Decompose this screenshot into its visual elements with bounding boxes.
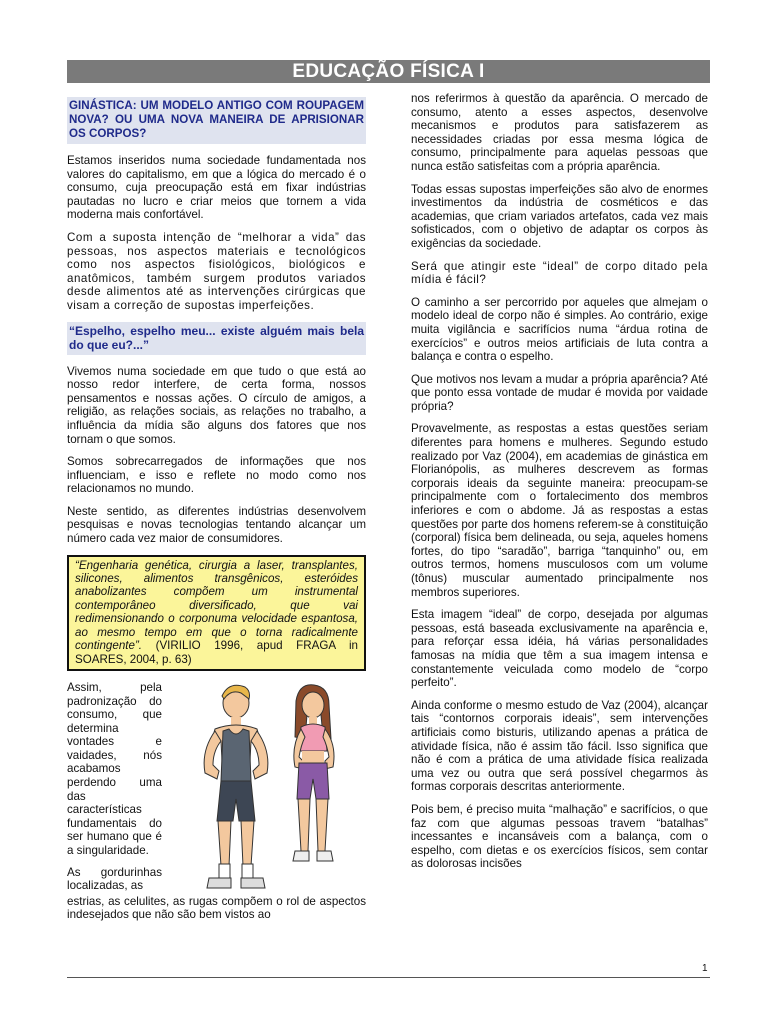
narrow-text: [67, 681, 162, 893]
quote-citation: (VIRILIO 1996, apud FRAGA in SOARES, 2004, p. 63): [75, 639, 358, 666]
paragraph: Esta imagem “ideal” de corpo, desejada por algumas pessoas, está baseada exclusivamente na aparência e, para reforçar essa idéia, há várias personalidades famosas na mídia que têm a sua imagem intensa e constantemente veiculada como modelo de “corpo perfeito”.: [411, 608, 708, 690]
paragraph: As gordurinhas localizadas, as: [67, 865, 162, 893]
figure-wrap: [67, 681, 366, 893]
athletes-illustration: [171, 681, 366, 911]
paragraph: nos referirmos à questão da aparência. O mercado de consumo, atento a esses aspectos, desenvolve mecanismos e produtos para satisfazerem as necessidades criadas por essa mesma lógica de consumo, principalmente para aquelas pessoas que nunca estão satisfeitas com a própria aparência.: [411, 92, 708, 173]
page-number: 1: [702, 963, 708, 974]
quote-text: “Engenharia genética, cirurgia a laser, transplantes, silicones, alimentos transgênicos, esteróides anabolizantes compõem um instrumental contemporâneo diversificado, que vai redimensionando o corponuma velocidade espantosa, ao mesmo tempo em que o torna radicalmente contingente”.: [75, 558, 358, 653]
quote-box: [67, 555, 366, 671]
footer-divider: [67, 977, 710, 978]
page-title: EDUCAÇÃO FÍSICA I: [67, 60, 710, 83]
paragraph: Neste sentido, as diferentes indústrias desenvolvem pesquisas e novas tecnologias tentando alcançar um número cada vez maior de consumidores.: [67, 504, 366, 546]
section-heading: GINÁSTICA: UM MODELO ANTIGO COM ROUPAGEM NOVA? OU UMA NOVA MANEIRA DE APRISIONAR OS CORPOS?: [67, 97, 366, 144]
paragraph: Provavelmente, as respostas a estas questões seriam diferentes para homens e mulheres. Segundo estudo realizado por Vaz (2004), em academias de ginástica em Florianópolis, as mulheres descrevem as formas corporais ideais da seguinte maneira: preocupam-se principalmente com o fortalecimento dos membros inferiores e com o abdome. Já as respostas a estas questões por parte dos homens referem-se à constituição (corporal) física bem delineada, ou seja, aqueles homens fortes, do tipo “saradão”, barriga “tanquinho” ou, em outros termos, homens musculosos com um volume (tônus) muscular aumentado principalmente nos membros superiores.: [411, 422, 708, 599]
paragraph: Com a suposta intenção de “melhorar a vida” das pessoas, nos aspectos materiais e tecnológicos como nos aspectos fisiológicos, biológicos e anatômicos, também surgem produtos variados desde alimentos até as intervenções cirúrgicas que visam a correção de supostas imperfeições.: [67, 230, 366, 312]
right-column: [411, 92, 708, 880]
subheading: “Espelho, espelho meu... existe alguém mais bela do que eu?...”: [67, 322, 366, 355]
paragraph: Será que atingir este “ideal” de corpo ditado pela mídia é fácil?: [411, 259, 708, 287]
man-figure: [204, 685, 268, 888]
paragraph: O caminho a ser percorrido por aqueles que almejam o modelo ideal de corpo não é simples. Ao contrário, exige muita vigilância e sacrifícios numa “árdua rotina de exercícios” e outros meios artificiais de luta contra a balança e contra o espelho.: [411, 295, 708, 364]
paragraph: Pois bem, é preciso muita “malhação” e sacrifícios, o que faz com que algumas pessoas travem “batalhas” incessantes e incansáveis com a balança, com o espelho, com dietas e os exercícios físicos, sem contar as dolorosas incisões: [411, 802, 708, 871]
paragraph: estrias, as celulites, as rugas compõem o rol de aspectos indesejados que não são bem vistos ao: [67, 894, 366, 922]
paragraph: Ainda conforme o mesmo estudo de Vaz (2004), alcançar tais “contornos corporais ideais”, sem intervenções artificiais como bisturis, utilizando apenas a prática de atividade física, não é assim tão fácil. Isso significa que não é com a prática de uma atividade física realizada uma vez ou outra que será possível chegarmos às formas corporais descritas anteriormente.: [411, 698, 708, 794]
woman-figure: [293, 685, 334, 861]
paragraph: Somos sobrecarregados de informações que nos influenciam, e isso e reflete no modo como nos relacionamos no mundo.: [67, 455, 366, 496]
paragraph: Vivemos numa sociedade em que tudo o que está ao nosso redor interfere, de certa forma, nossos pensamentos e nossas ações. O círculo de amigos, a religião, as relações sociais, as relações no trabalho, a influência da mídia são alguns dos fatores que nos tornam o que somos.: [67, 364, 366, 446]
paragraph: Estamos inseridos numa sociedade fundamentada nos valores do capitalismo, em que a lógica do mercado é o consumo, cuja preocupação está em fixar indústrias pautadas no lucro e criar meios que tornem a vida moderna mais confortável.: [67, 154, 366, 222]
paragraph: Que motivos nos levam a mudar a própria aparência? Até que ponto essa vontade de mudar é movida por vaidade própria?: [411, 372, 708, 413]
left-column: [67, 97, 366, 931]
paragraph: Todas essas supostas imperfeições são alvo de enormes investimentos da indústria de cosméticos e das academias, que criam variados artefatos, cada vez mais sofisticados, com o objetivo de adaptar os corpos às exigências da sociedade.: [411, 182, 708, 250]
paragraph: Assim, pela padronização do consumo, que determina vontades e vaidades, nós acabamos perdendo uma das características fundamentais do ser humano que é a singularidade.: [67, 680, 162, 858]
